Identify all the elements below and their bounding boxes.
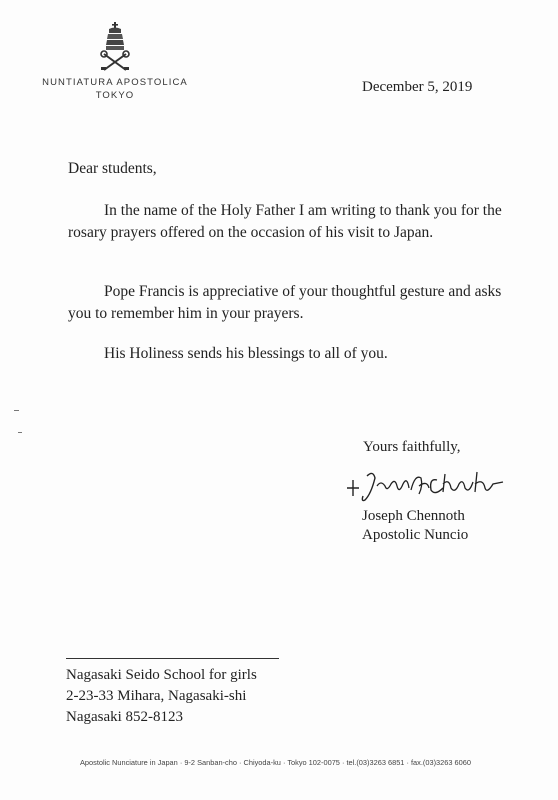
scan-mark <box>14 410 19 411</box>
papal-crest-icon <box>98 22 132 72</box>
recipient-line-2: 2-23-33 Mihara, Nagasaki-shi <box>66 688 247 704</box>
recipient-line-3: Nagasaki 852-8123 <box>66 709 184 725</box>
signer-title: Apostolic Nuncio <box>362 527 469 543</box>
recipient-line-1: Nagasaki Seido School for girls <box>66 667 257 683</box>
scan-mark <box>18 432 22 433</box>
body-paragraph-1-text: In the name of the Holy Father I am writing to thank you for the rosary prayers offered on the occasion of his visit to Japan. <box>68 202 502 241</box>
signer-name: Joseph Chennoth <box>362 508 465 524</box>
letterhead-line-2: TOKYO <box>95 90 135 101</box>
letterhead-organization <box>34 76 196 102</box>
footer-contact: Apostolic Nunciature in Japan · 9-2 Sanban-cho · Chiyoda-ku · Tokyo 102-0075 · tel.(03)3263 6851 · fax.(03)3263 6060 <box>80 758 471 767</box>
body-paragraph-3 <box>68 343 518 365</box>
body-paragraph-2-text: Pope Francis is appreciative of your thoughtful gesture and asks you to remember him in your prayers. <box>68 283 502 322</box>
body-paragraph-2 <box>68 281 518 325</box>
salutation: Dear students, <box>68 160 157 177</box>
letter-date: December 5, 2019 <box>362 79 473 95</box>
letterhead-line-1: NUNTIATURA APOSTOLICA <box>42 77 188 88</box>
body-paragraph-1 <box>68 200 518 244</box>
closing-phrase: Yours faithfully, <box>363 439 461 455</box>
body-paragraph-3-text: His Holiness sends his blessings to all of you. <box>104 345 388 362</box>
address-divider <box>66 658 279 659</box>
handwritten-signature <box>345 466 507 504</box>
